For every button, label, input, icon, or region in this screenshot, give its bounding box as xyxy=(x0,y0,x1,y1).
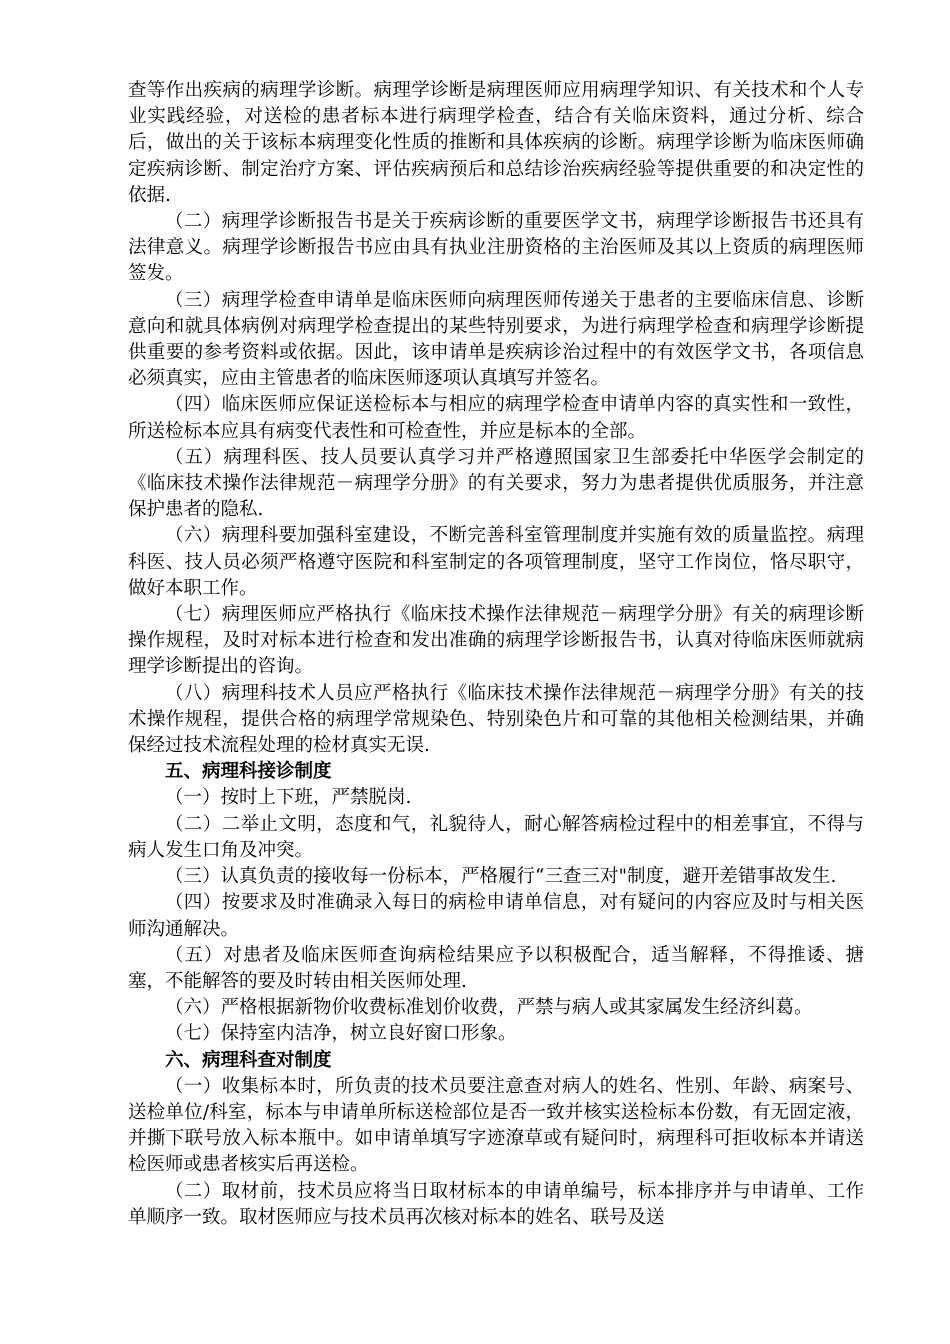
verification-item-1: （一）收集标本时，所负责的技术员要注意查对病人的姓名、性别、年龄、病案号、送检单位/科室，标本与申请单所标送检部位是否一致并核实送检标本份数，有无固定液，并撕下联号放入标本瓶中。如申请单填写字迹潦草或有疑问时，病理科可拒收标本并请送检医师或患者核实后再送检。 xyxy=(128,1075,864,1176)
verification-item-2: （二）取材前，技术员应将当日取材标本的申请单编号，标本排序并与申请单、工作单顺序一致。取材医师应与技术员再次核对标本的姓名、联号及送 xyxy=(128,1180,864,1228)
reception-item-7: （七）保持室内洁净，树立良好窗口形象。 xyxy=(165,1023,517,1045)
section-heading-reception: 五、病理科接诊制度 xyxy=(165,761,332,783)
paragraph-intro: 查等作出疾病的病理学诊断。病理学诊断是病理医师应用病理学知识、有关技术和个人专业实践经验，对送检的患者标本进行病理学检查，结合有关临床资料，通过分析、综合后，做出的关于该标本病理变化性质的推断和具体疾病的诊断。病理学诊断为临床医师确定疾病诊断、制定治疗方案、评估疾病预后和总结诊治疾病经验等提供重要的和决定性的依据. xyxy=(128,80,864,206)
reception-item-3: （三）认真负责的接收每一份标本，严格履行“三查三对"制度，避开差错事故发生. xyxy=(165,866,837,888)
paragraph-item-6: （六）病理科要加强科室建设，不断完善科室管理制度并实施有效的质量监控。病理科医、技人员必须严格遵守医院和科室制定的各项管理制度，坚守工作岗位，恪尽职守，做好本职工作。 xyxy=(128,525,864,599)
paragraph-item-7: （七）病理医师应严格执行《临床技术操作法律规范－病理学分册》有关的病理诊断操作规程，及时对标本进行检查和发出准确的病理学诊断报告书，认真对待临床医师就病理学诊断提出的咨询。 xyxy=(128,604,864,678)
reception-item-5: （五）对患者及临床医师查询病检结果应予以积极配合，适当解释，不得推诿、搪塞，不能解答的要及时转由相关医师处理. xyxy=(128,944,864,992)
paragraph-item-3: （三）病理学检查申请单是临床医师向病理医师传递关于患者的主要临床信息、诊断意向和就具体病例对病理学检查提出的某些特别要求，为进行病理学检查和病理学诊断提供重要的参考资料或依据。因此，该申请单是疾病诊治过程中的有效医学文书，各项信息必须真实，应由主管患者的临床医师逐项认真填写并签名。 xyxy=(128,289,864,390)
section-heading-verification: 六、病理科查对制度 xyxy=(165,1049,332,1071)
document-page xyxy=(128,78,864,1231)
reception-item-2: （二）二举止文明，态度和气，礼貌待人，耐心解答病检过程中的相差事宜，不得与病人发生口角及冲突。 xyxy=(128,813,864,861)
reception-item-6: （六）严格根据新物价收费标准划价收费，严禁与病人或其家属发生经济纠葛。 xyxy=(165,997,813,1019)
paragraph-item-2: （二）病理学诊断报告书是关于疾病诊断的重要医学文书，病理学诊断报告书还具有法律意义。病理学诊断报告书应由具有执业注册资格的主治医师及其以上资质的病理医师签发。 xyxy=(128,211,864,285)
reception-item-4: （四）按要求及时准确录入每日的病检申请单信息，对有疑问的内容应及时与相关医师沟通解决。 xyxy=(128,892,864,940)
reception-item-1: （一）按时上下班，严禁脱岗. xyxy=(165,787,412,809)
paragraph-item-5: （五）病理科医、技人员要认真学习并严格遵照国家卫生部委托中华医学会制定的《临床技术操作法律规范－病理学分册》的有关要求，努力为患者提供优质服务，并注意保护患者的隐私. xyxy=(128,446,864,521)
paragraph-item-4: （四）临床医师应保证送检标本与相应的病理学检查申请单内容的真实性和一致性，所送检标本应具有病变代表性和可检查性，并应是标本的全部。 xyxy=(128,394,864,442)
paragraph-item-8: （八）病理科技术人员应严格执行《临床技术操作法律规范－病理学分册》有关的技术操作规程，提供合格的病理学常规染色、特别染色片和可靠的其他相关检测结果，并确保经过技术流程处理的检材真实无误. xyxy=(128,682,864,757)
